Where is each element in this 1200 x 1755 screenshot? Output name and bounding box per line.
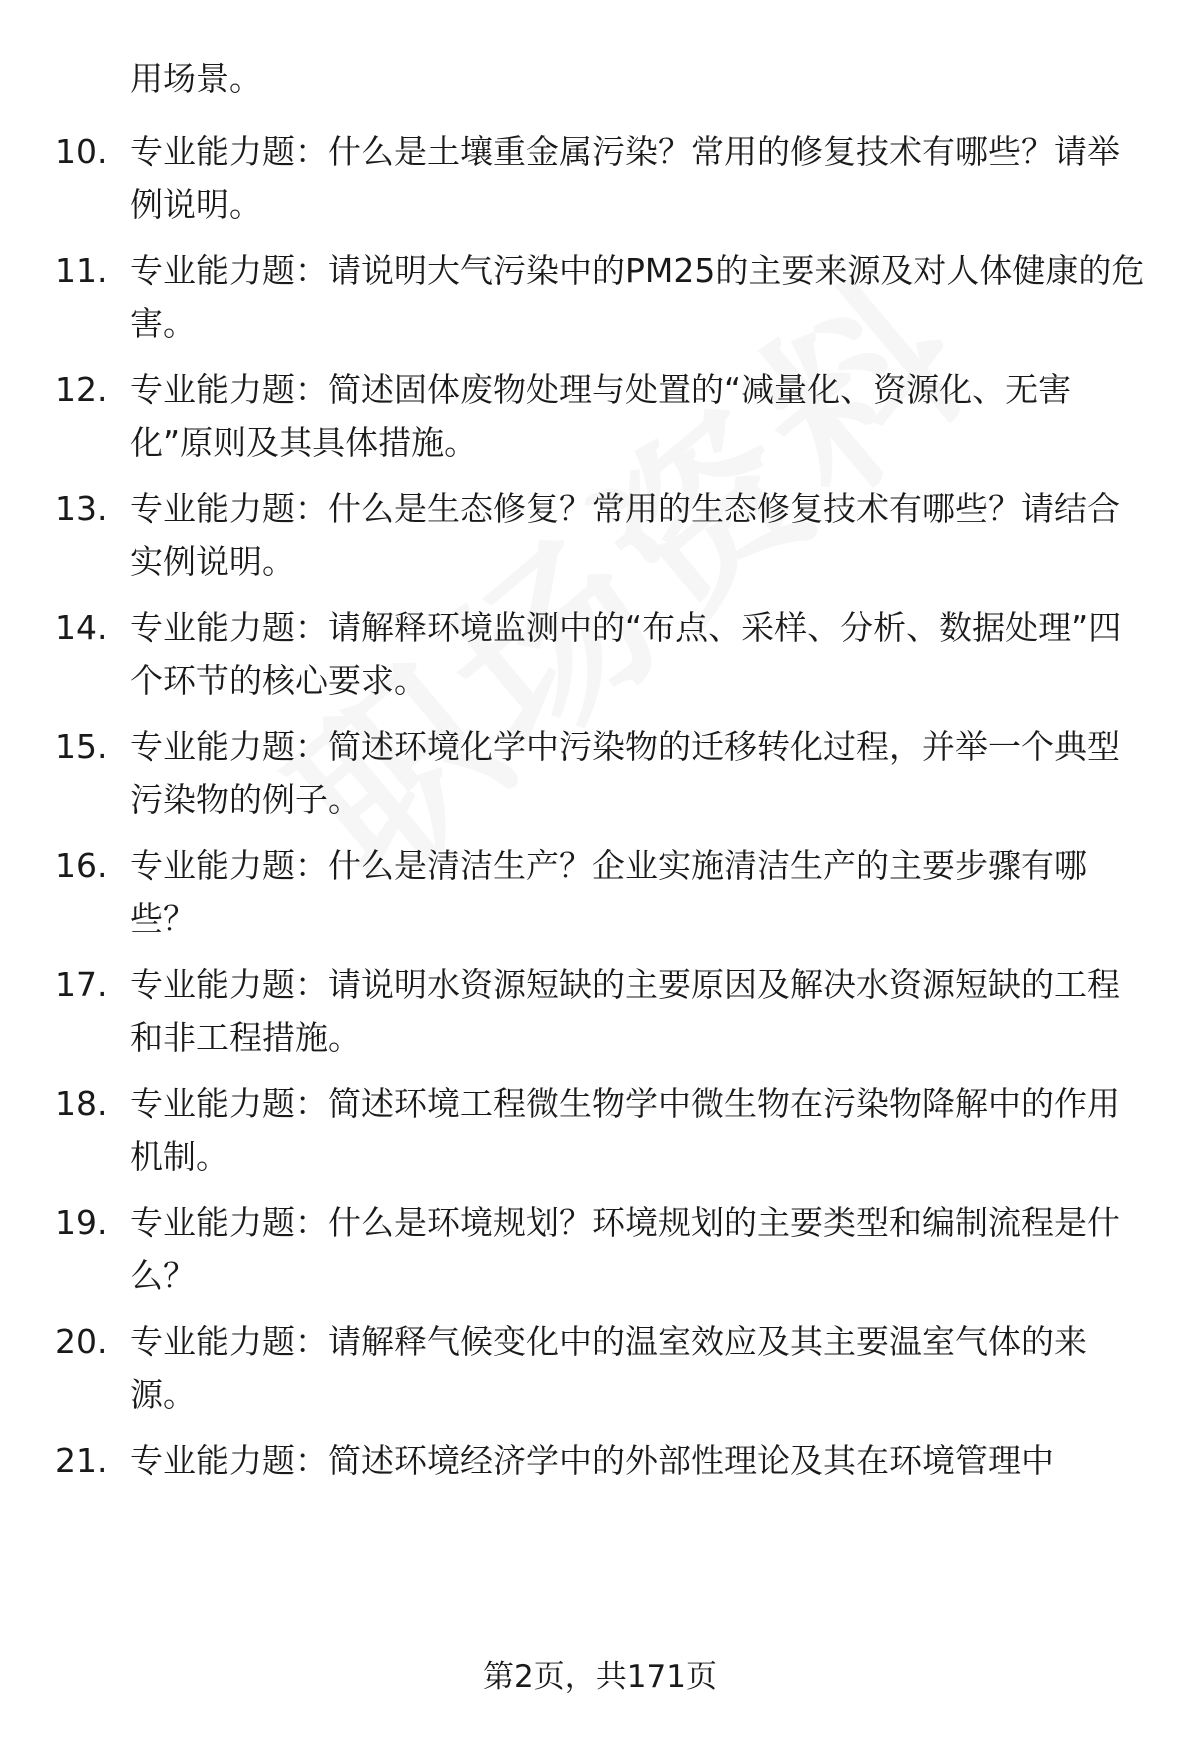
- item-number: 17.: [55, 965, 108, 1004]
- item-text: 专业能力题：什么是清洁生产？企业实施清洁生产的主要步骤有哪些？: [130, 846, 1087, 938]
- item-number: 12.: [55, 370, 108, 409]
- item-text: 专业能力题：请解释环境监测中的“布点、采样、分析、数据处理”四个环节的核心要求。: [130, 608, 1122, 700]
- item-text: 专业能力题：请说明水资源短缺的主要原因及解决水资源短缺的工程和非工程措施。: [130, 965, 1120, 1057]
- item-text: 专业能力题：简述环境化学中污染物的迁移转化过程，并举一个典型污染物的例子。: [130, 727, 1120, 819]
- item-number: 15.: [55, 727, 108, 766]
- item-text: 专业能力题：简述环境工程微生物学中微生物在污染物降解中的作用机制。: [130, 1084, 1120, 1176]
- item-number: 13.: [55, 489, 108, 528]
- item-text: 专业能力题：简述环境经济学中的外部性理论及其在环境管理中: [130, 1441, 1054, 1480]
- item-text: 专业能力题：请说明大气污染中的PM25的主要来源及对人体健康的危害。: [130, 251, 1145, 343]
- item-text: 专业能力题：什么是土壤重金属污染？常用的修复技术有哪些？请举例说明。: [130, 132, 1120, 224]
- item-text: 专业能力题：简述固体废物处理与处置的“减量化、资源化、无害化”原则及其具体措施。: [130, 370, 1072, 462]
- item-number: 20.: [55, 1322, 108, 1361]
- item-number: 10.: [55, 132, 108, 171]
- item-number: 14.: [55, 608, 108, 647]
- item-number: 18.: [55, 1084, 108, 1123]
- item-text: 专业能力题：请解释气候变化中的温室效应及其主要温室气体的来源。: [130, 1322, 1087, 1414]
- item-number: 16.: [55, 846, 108, 885]
- continuation-text: 用场景。: [130, 59, 262, 98]
- item-text: 专业能力题：什么是环境规划？环境规划的主要类型和编制流程是什么？: [130, 1203, 1120, 1295]
- page-footer: 第2页，共171页: [483, 1659, 717, 1695]
- item-number: 21.: [55, 1441, 108, 1480]
- item-number: 19.: [55, 1203, 108, 1242]
- item-number: 11.: [55, 251, 108, 290]
- item-text: 专业能力题：什么是生态修复？常用的生态修复技术有哪些？请结合实例说明。: [130, 489, 1120, 581]
